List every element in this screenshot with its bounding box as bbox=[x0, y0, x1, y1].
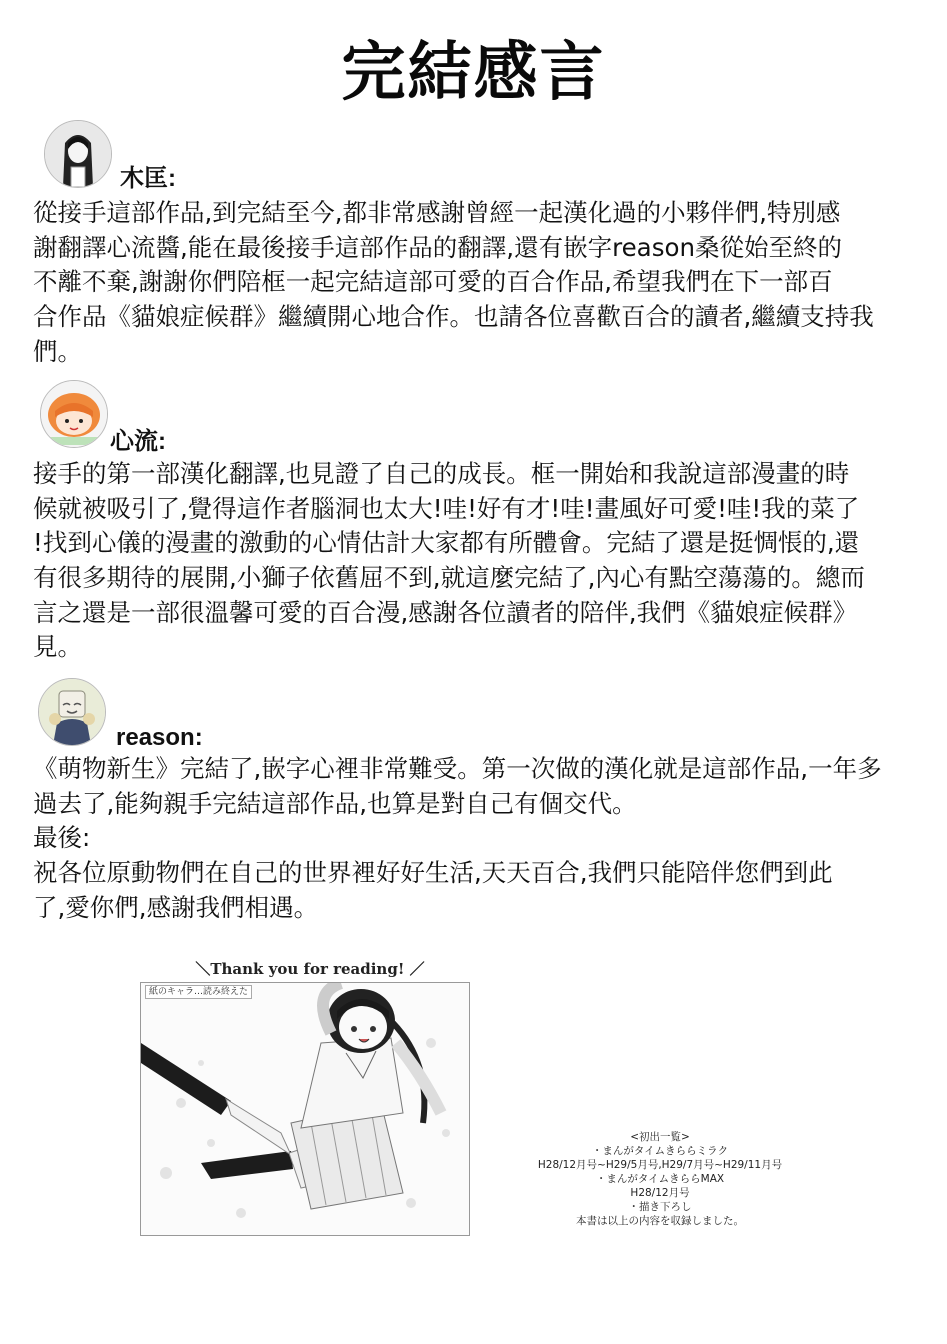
page-title: 完結感言 bbox=[341, 35, 606, 110]
text-line: 不離不棄,謝謝你們陪框一起完結這部可愛的百合作品,希望我們在下一部百 bbox=[33, 267, 833, 297]
thank-you-heading: ＼Thank you for reading! ／ bbox=[195, 960, 425, 978]
text-line: 們。 bbox=[33, 336, 82, 366]
text-line: 了,愛你們,感謝我們相遇。 bbox=[33, 892, 319, 922]
section-text-mukuang bbox=[33, 196, 913, 369]
publication-info bbox=[490, 1130, 830, 1228]
avatar-image bbox=[45, 121, 111, 187]
text-line: 候就被吸引了,覺得這作者腦洞也太大!哇!好有才!哇!畫風好可愛!哇!我的菜了 bbox=[33, 493, 860, 523]
text-line: 合作品《貓娘症候群》繼續開心地合作。也請各位喜歡百合的讀者,繼續支持我 bbox=[33, 302, 874, 332]
section-name-mukuang: 木匡: bbox=[120, 165, 176, 192]
section-text-reason bbox=[33, 752, 913, 925]
pubinfo-line: H28/12月号~H29/5月号,H29/7月号~H29/11月号 bbox=[537, 1159, 783, 1171]
text-line: 言之還是一部很溫馨可愛的百合漫,感謝各位讀者的陪伴,我們《貓娘症候群》 bbox=[33, 597, 858, 627]
pubinfo-line: <初出一覧> bbox=[630, 1131, 690, 1143]
avatar-mukuang bbox=[44, 120, 112, 188]
avatar-image bbox=[39, 679, 105, 745]
section-name-reason: reason: bbox=[116, 724, 203, 751]
text-line: !找到心儀的漫畫的激動的心情估計大家都有所體會。完結了還是挺惆悵的,還 bbox=[33, 528, 860, 558]
text-line: 《萌物新生》完結了,嵌字心裡非常難受。第一次做的漢化就是這部作品,一年多 bbox=[33, 754, 882, 783]
text-line: 見。 bbox=[33, 632, 82, 662]
pubinfo-line: ・描き下ろし bbox=[628, 1201, 692, 1213]
text-line: 從接手這部作品,到完結至今,都非常感謝曾經一起漢化過的小夥伴們,特別感 bbox=[33, 198, 841, 227]
avatar-image bbox=[41, 381, 107, 447]
pubinfo-line: H28/12月号 bbox=[630, 1187, 690, 1199]
illustration-image bbox=[141, 983, 469, 1235]
section-text-xinliu bbox=[33, 457, 913, 665]
avatar-reason bbox=[38, 678, 106, 746]
pubinfo-line: 本書は以上の内容を収録しました。 bbox=[576, 1215, 744, 1227]
pubinfo-line: ・まんがタイムきららミラク bbox=[591, 1145, 729, 1157]
text-line: 有很多期待的展開,小獅子依舊屈不到,就這麼完結了,內心有點空蕩蕩的。總而 bbox=[33, 563, 865, 593]
text-line: 謝翻譯心流醬,能在最後接手這部作品的翻譯,還有嵌字reason桑從始至終的 bbox=[33, 232, 842, 262]
text-line: 祝各位原動物們在自己的世界裡好好生活,天天百合,我們只能陪伴您們到此 bbox=[33, 858, 833, 888]
closing-illustration bbox=[140, 982, 470, 1236]
illustration-caption: 紙のキャラ…読み終えた bbox=[145, 985, 252, 999]
text-line: 最後: bbox=[33, 823, 91, 853]
text-line: 過去了,能夠親手完結這部作品,也算是對自己有個交代。 bbox=[33, 788, 637, 818]
text-line: 接手的第一部漢化翻譯,也見證了自己的成長。框一開始和我說這部漫畫的時 bbox=[33, 459, 850, 488]
section-name-xinliu: 心流: bbox=[110, 428, 166, 455]
pubinfo-line: ・まんがタイムきららMAX bbox=[595, 1173, 725, 1185]
avatar-xinliu bbox=[40, 380, 108, 448]
